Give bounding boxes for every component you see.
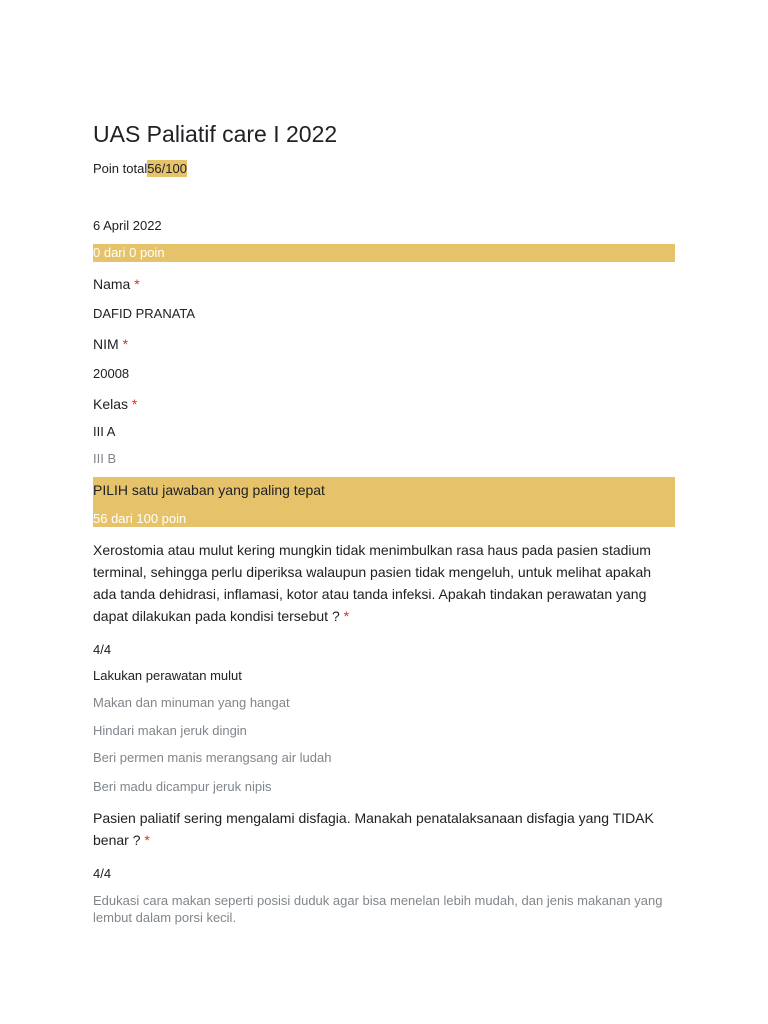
required-asterisk: *: [122, 336, 129, 352]
intro-points: 0 dari 0 poin: [93, 245, 165, 260]
field-label-nama: [93, 276, 140, 292]
question-1-option: Beri permen manis merangsang air ludah: [93, 750, 332, 765]
question-1-score: 4/4: [93, 642, 112, 657]
form-title: UAS Paliatif care I 2022: [93, 121, 338, 147]
question-1-option: Hindari makan jeruk dingin: [93, 723, 247, 738]
field-label-text: Kelas: [93, 396, 129, 412]
form-date: 6 April 2022: [93, 218, 162, 233]
question-1-option: Beri madu dicampur jeruk nipis: [93, 779, 272, 794]
question-2-score: 4/4: [93, 866, 112, 881]
section-points: 56 dari 100 poin: [93, 511, 187, 526]
intro-points-bar: [93, 244, 675, 262]
question-1-selected-answer: Lakukan perawatan mulut: [93, 668, 242, 683]
field-value-nama: DAFID PRANATA: [93, 306, 196, 321]
required-asterisk: *: [343, 608, 350, 624]
question-text: Pasien paliatif sering mengalami disfagia. Manakah penatalaksanaan disfagia yang TIDAK benar ?: [93, 810, 654, 848]
question-2-option: Edukasi cara makan seperti posisi duduk agar bisa menelan lebih mudah, dan jenis makanan yang lembut dalam porsi kecil.: [93, 893, 663, 925]
field-label-nim: [93, 336, 128, 352]
required-asterisk: *: [144, 832, 150, 848]
field-label-kelas: [93, 396, 137, 412]
total-points: [93, 161, 187, 176]
question-1: [93, 539, 675, 627]
field-value-nim: 20008: [93, 366, 130, 381]
kelas-option-selected: III A: [93, 424, 116, 439]
total-points-score: 56/100: [147, 161, 187, 176]
question-2: [93, 807, 675, 851]
section-header: [93, 477, 675, 527]
kelas-option-other: III B: [93, 451, 117, 466]
section-heading: PILIH satu jawaban yang paling tepat: [93, 482, 325, 498]
total-points-label: Poin total: [93, 161, 148, 176]
field-label-text: Nama: [93, 276, 131, 292]
required-asterisk: *: [134, 276, 140, 292]
required-asterisk: *: [131, 396, 138, 412]
question-text: Xerostomia atau mulut kering mungkin tidak menimbulkan rasa haus pada pasien stadium terminal, sehingga perlu diperiksa walaupun pasien tidak mengeluh, untuk melihat apakah ada tanda dehidrasi, inflamasi, kotor atau tanda infeksi. Apakah tindakan perawatan yang dapat dilakukan pada kondisi tersebut ?: [93, 542, 652, 624]
field-label-text: NIM: [93, 336, 119, 352]
question-1-option: Makan dan minuman yang hangat: [93, 695, 290, 710]
